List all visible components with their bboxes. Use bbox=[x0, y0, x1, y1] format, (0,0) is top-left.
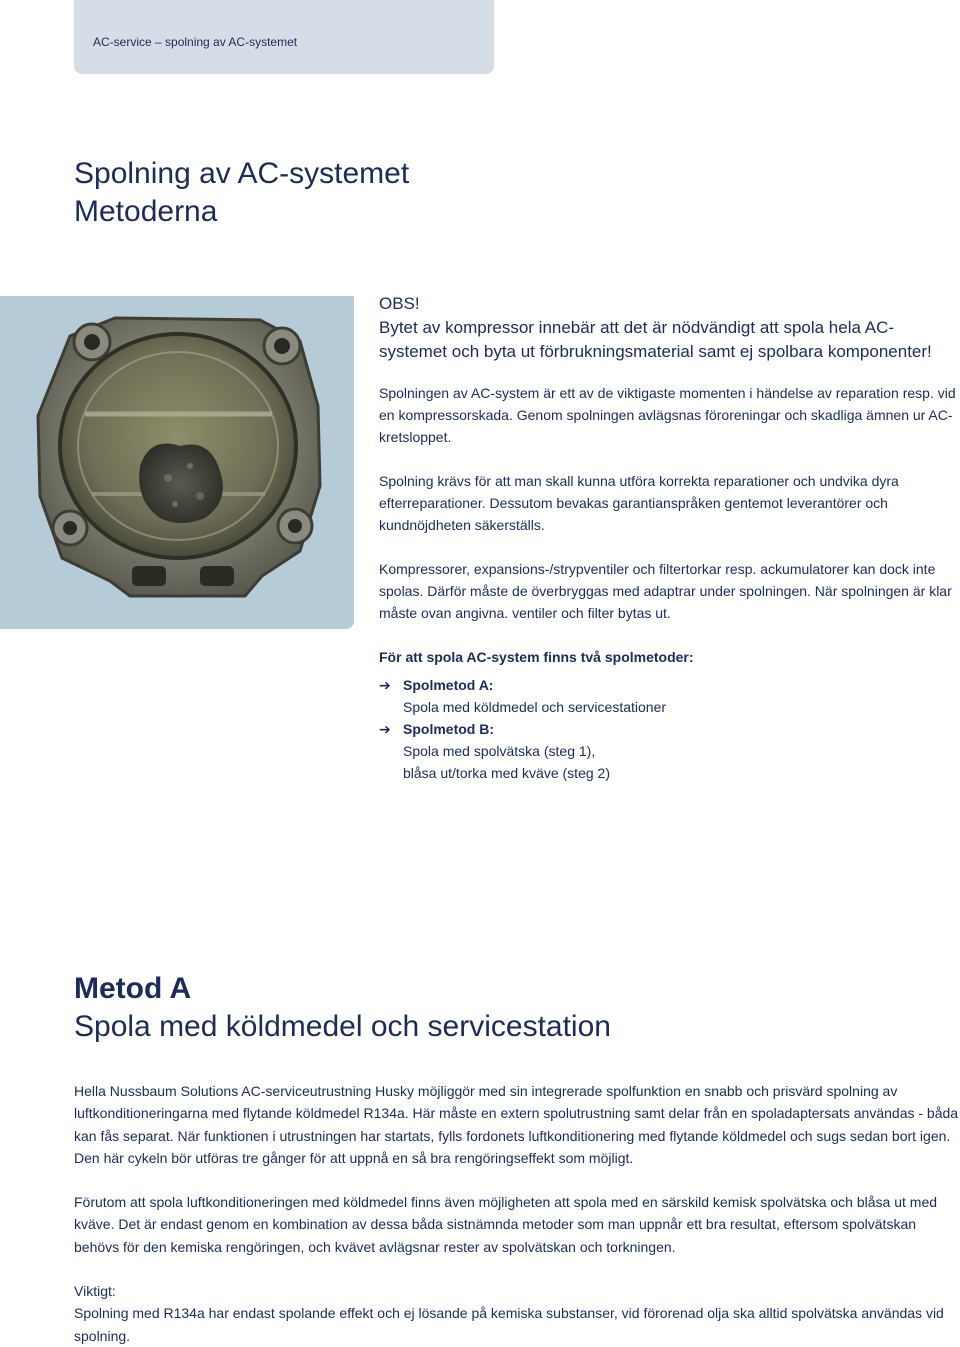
method-desc: Spola med spolvätska (steg 1), bbox=[403, 743, 596, 759]
section-subtitle: Spola med köldmedel och servicestation bbox=[74, 1010, 611, 1043]
arrow-right-icon: ➔ bbox=[379, 721, 391, 737]
section-method-a bbox=[74, 970, 960, 1347]
page-title: Spolning av AC-systemet bbox=[74, 157, 410, 190]
header-tab bbox=[74, 0, 494, 74]
intro-paragraph-3: Kompressorer, expansions-/strypventiler och filtertorkar resp. ackumulatorer kan dock inte spolas. Därför måste de överbryggas med adaptrar under spolningen. När spolningen är klar måste ovan angivna. ventiler och filter bytas ut. bbox=[379, 561, 952, 621]
method-name: Spolmetod A: bbox=[403, 677, 494, 693]
page-subtitle: Metoderna bbox=[74, 195, 218, 228]
compressor-housing-image bbox=[0, 296, 354, 629]
page-title-block bbox=[74, 155, 409, 231]
method-desc: blåsa ut/torka med kväve (steg 2) bbox=[403, 765, 610, 781]
intro-column bbox=[379, 292, 959, 784]
note-label: Viktigt: bbox=[74, 1283, 116, 1300]
section-paragraph-1: Hella Nussbaum Solutions AC-serviceutrustning Husky möjliggör med sin integrerade spolfunktion en snabb och prisvärd spolning av luftkonditioneringarna med flytande köldmedel R134a. Här måste en extern spolutrustning samt delar från en spoladaptersats användas - båda kan fås separat. När funktionen i utrustningen har startats, fylls fordonets luftkonditionering med flytande köldmedel och sugs sedan bort igen. Den här cykeln bör utföras tre gånger för att uppnå en så bra rengöringseffekt som möjligt. bbox=[74, 1083, 959, 1166]
note-text: Spolning med R134a har endast spolande effekt och ej lösande på kemiska substanser, vid förorenad olja ska alltid spolvätska användas vid spolning. bbox=[74, 1305, 944, 1344]
method-item-a bbox=[379, 674, 959, 718]
obs-label: OBS! bbox=[379, 294, 420, 313]
compressor-photo bbox=[0, 296, 354, 629]
section-title: Metod A bbox=[74, 972, 192, 1005]
section-paragraph-2: Förutom att spola luftkonditioneringen med köldmedel finns även möjligheten att spola med en särskild kemisk spolvätska och blåsa ut med kväve. Det är endast genom en kombination av dessa båda sistnämnda metoder som man uppnår ett bra resultat, eftersom spolvätskan behövs för den kemiska rengöringen, och kvävet avlägsnar rester av spolvätskan och torkningen. bbox=[74, 1194, 938, 1255]
method-name: Spolmetod B: bbox=[403, 721, 494, 737]
breadcrumb: AC-service – spolning av AC-systemet bbox=[93, 35, 298, 49]
intro-paragraph-1: Spolningen av AC-system är ett av de viktigaste momenten i händelse av reparation resp. vid en kompressorskada. Genom spolningen avlägsnas föroreningar och skadliga ämnen ur AC-kretsloppet. bbox=[379, 385, 956, 445]
important-note bbox=[74, 1280, 960, 1347]
methods-heading: För att spola AC-system finns två spolmetoder: bbox=[379, 649, 694, 665]
obs-notice bbox=[379, 292, 959, 364]
method-item-b bbox=[379, 718, 959, 784]
intro-paragraph-2: Spolning krävs för att man skall kunna utföra korrekta reparationer och undvika dyra efterreparationer. Dessutom bevakas garantianspråken gentemot leverantörer och kundnöjdheten säkerställs. bbox=[379, 473, 899, 533]
obs-text: Bytet av kompressor innebär att det är nödvändigt att spola hela AC-systemet och byta ut förbrukningsmaterial samt ej spolbara komponenter! bbox=[379, 318, 932, 361]
method-desc: Spola med köldmedel och servicestationer bbox=[403, 699, 667, 715]
arrow-right-icon: ➔ bbox=[379, 677, 391, 693]
